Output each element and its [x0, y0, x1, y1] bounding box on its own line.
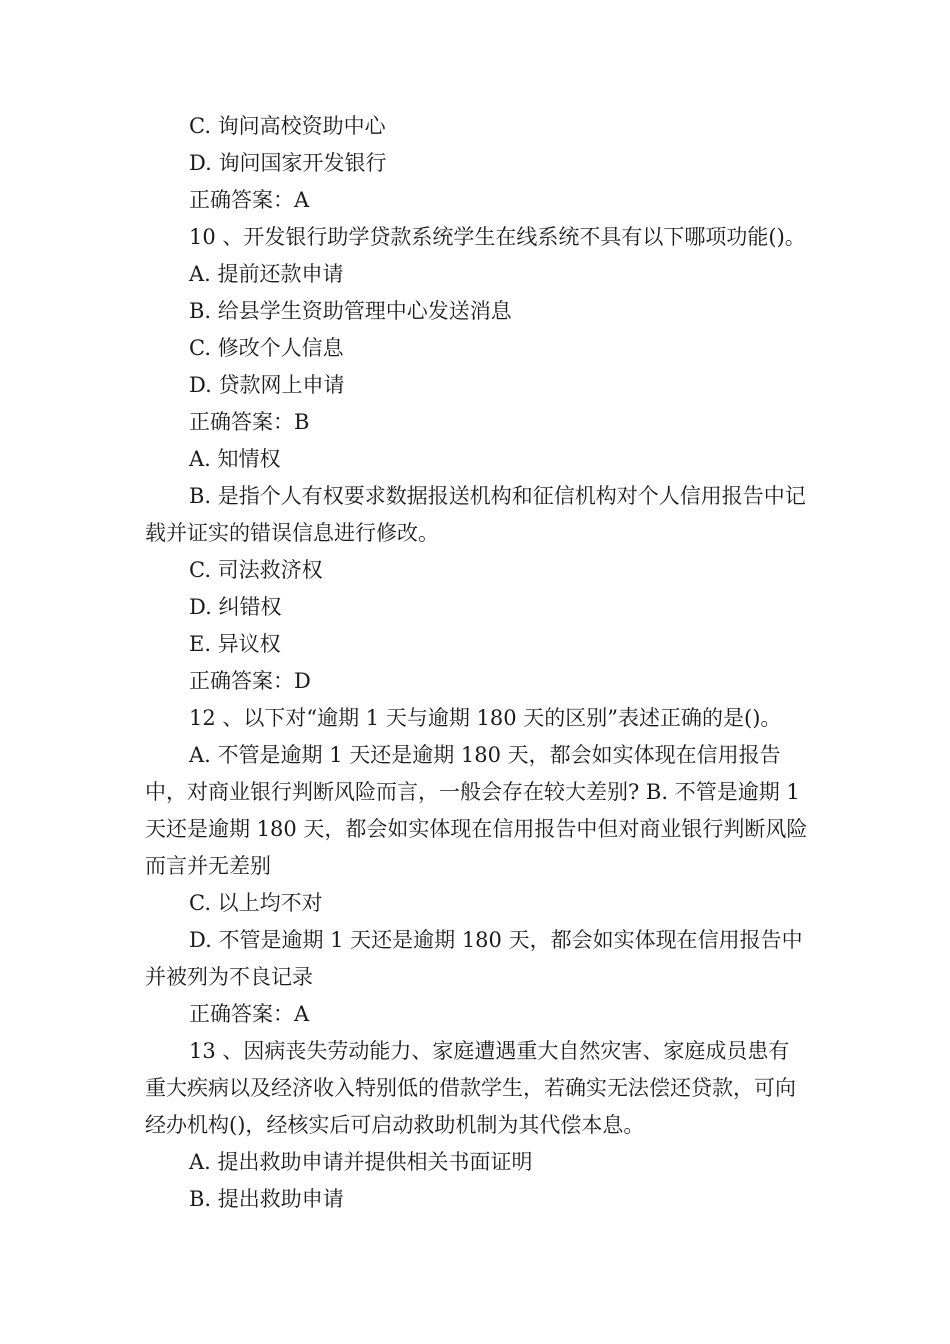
option-a-b: A. 不管是逾期 1 天还是逾期 180 天，都会如实体现在信用报告中，对商业银行判断风险而言，一般会存在较大差别? B. 不管是逾期 1 天还是逾期 180 天，都会如实体现在信用报告中但对商业银行判断风险而言并无差别 — [145, 743, 808, 878]
question-13: 13 、因病丧失劳动能力、家庭遭遇重大自然灾害、家庭成员患有重大疾病以及经济收入特别低的借款学生，若确实无法偿还贷款，可向经办机构()，经核实后可启动救助机制为其代偿本息。 — [145, 1039, 796, 1137]
answer-line: 正确答案：A — [189, 1002, 310, 1026]
option-b: B. 提出救助申请 — [189, 1187, 344, 1211]
option-d: D. 贷款网上申请 — [189, 373, 345, 397]
option-e: E. 异议权 — [189, 632, 281, 656]
option-a: A. 提出救助申请并提供相关书面证明 — [189, 1150, 533, 1174]
option-b: B. 是指个人有权要求数据报送机构和征信机构对个人信用报告中记载并证实的错误信息进行修改。 — [145, 484, 806, 545]
option-d: D. 纠错权 — [189, 595, 282, 619]
answer-line: 正确答案：D — [189, 669, 311, 693]
option-c: C. 修改个人信息 — [189, 336, 344, 360]
question-10: 10 、开发银行助学贷款系统学生在线系统不具有以下哪项功能()。 — [189, 225, 806, 249]
document-body — [145, 108, 810, 1218]
question-12: 12 、以下对“逾期 1 天与逾期 180 天的区别”表述正确的是()。 — [189, 706, 782, 730]
option-a: A. 知情权 — [189, 447, 281, 471]
option-c: C. 以上均不对 — [189, 891, 323, 915]
option-b: B. 给县学生资助管理中心发送消息 — [189, 299, 512, 323]
option-d: D. 询问国家开发银行 — [189, 151, 387, 175]
option-c: C. 司法救济权 — [189, 558, 323, 582]
option-a: A. 提前还款申请 — [189, 262, 344, 286]
option-c: C. 询问高校资助中心 — [189, 114, 386, 138]
answer-line: 正确答案：B — [189, 410, 310, 434]
answer-line: 正确答案：A — [189, 188, 310, 212]
option-d: D. 不管是逾期 1 天还是逾期 180 天，都会如实体现在信用报告中并被列为不良记录 — [145, 928, 803, 989]
